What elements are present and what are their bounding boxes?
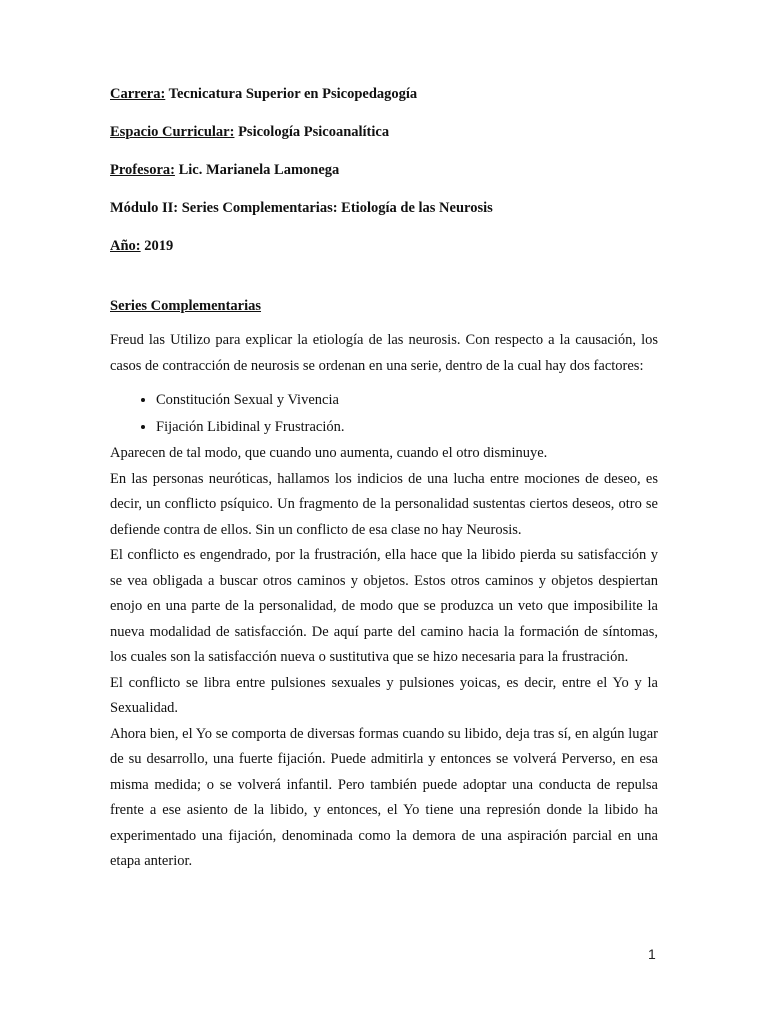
section-title: Series Complementarias xyxy=(110,298,262,314)
profesora-line xyxy=(110,160,658,180)
espacio-curricular-value: Psicología Psicoanalítica xyxy=(238,124,390,140)
page-number: 1 xyxy=(648,946,656,962)
intro-paragraph: Freud las Utilizo para explicar la etiología de las neurosis. Con respecto a la causación, los casos de contracción de neurosis se ordenan en una serie, dentro de la cual hay dos factores: xyxy=(110,332,658,374)
document-page xyxy=(110,84,658,875)
paragraph: En las personas neuróticas, hallamos los indicios de una lucha entre mociones de deseo, es decir, un conflicto psíquico. Un fragmento de la personalidad sustentas ciertos deseos, otro se defiende contra de ellos. Sin un conflicto de esa clase no hay Neurosis. xyxy=(110,470,658,538)
paragraph: Aparecen de tal modo, que cuando uno aumenta, cuando el otro disminuye. xyxy=(110,445,548,461)
paragraph: Ahora bien, el Yo se comporta de diversas formas cuando su libido, deja tras sí, en algún lugar de su desarrollo, una fuerte fijación. Puede admitirla y entonces se volverá Perverso, en esa misma medida; o se volverá infantil. Pero también puede adoptar una conducta de repulsa frente a ese asiento de la libido, y entonces, el Yo tiene una represión donde la libido ha experimentado una fijación, denominada como la demora de una aspiración parcial en una etapa anterior. xyxy=(110,725,658,869)
carrera-line xyxy=(110,84,658,104)
list-item: • Constitución Sexual y Vivencia xyxy=(156,387,658,414)
anio-value: 2019 xyxy=(144,238,174,254)
anio-label: Año: xyxy=(110,238,141,254)
modulo-line: Módulo II: Series Complementarias: Etiología de las Neurosis xyxy=(110,200,493,216)
carrera-value: Tecnicatura Superior en Psicopedagogía xyxy=(168,86,418,102)
profesora-value: Lic. Marianela Lamonega xyxy=(178,162,340,178)
factor-list xyxy=(110,387,658,441)
profesora-label: Profesora: xyxy=(110,162,175,178)
espacio-curricular-line xyxy=(110,122,658,142)
paragraph: El conflicto se libra entre pulsiones sexuales y pulsiones yoicas, es decir, entre el Yo y la Sexualidad. xyxy=(110,674,658,716)
carrera-label: Carrera: xyxy=(110,86,166,102)
anio-line xyxy=(110,236,658,256)
paragraph: El conflicto es engendrado, por la frustración, ella hace que la libido pierda su satisfacción y se vea obligada a buscar otros caminos y objetos. Estos otros caminos y objetos despiertan enojo en una parte de la personalidad, de modo que se produzca un veto que imposibilite la nueva modalidad de satisfacción. De aquí parte del camino hacia la formación de síntomas, los cuales son la satisfacción nueva o sustitutiva que se hizo necesaria para la frustración. xyxy=(110,547,658,665)
espacio-curricular-label: Espacio Curricular: xyxy=(110,124,235,140)
list-item: • Fijación Libidinal y Frustración. xyxy=(156,414,658,441)
